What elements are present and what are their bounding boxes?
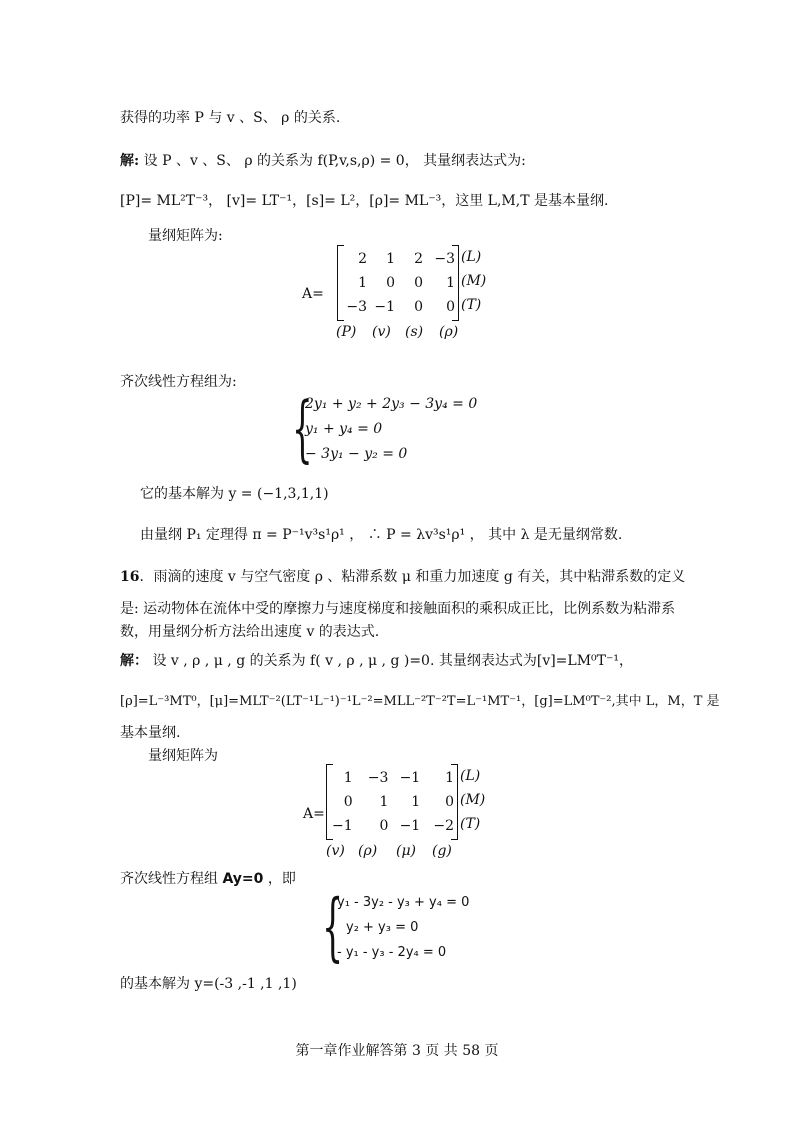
left-brace-2: {	[322, 884, 344, 970]
solution-label-2: 解：	[120, 653, 148, 669]
matrix-1-intro: 量纲矩阵为:	[148, 228, 223, 244]
solution-1-statement	[120, 150, 526, 170]
col-label-rho-2: (ρ)	[358, 843, 378, 859]
col-label-s: (s)	[405, 324, 424, 340]
page-footer: 第一章作业解答第 3 页 共 58 页	[295, 1043, 499, 1059]
system-2-intro: 齐次线性方程组 Ay=0 ，即	[120, 871, 296, 887]
solution-2-statement	[120, 650, 633, 670]
matrix-1: 2 1 2 −3 1 0 0 1 −3 −1 0 0	[337, 245, 459, 321]
dimension-expressions-2-end: 基本量纲.	[120, 725, 181, 741]
basic-solution-1: 它的基本解为 y = (−1,3,1,1)	[140, 486, 329, 502]
col-label-g-2: (g)	[432, 843, 452, 859]
matrix-2: 1 −3 −1 1 0 1 1 0 −1 0 −1 −2	[326, 764, 458, 840]
dimension-expressions-1: [P]= ML²T⁻³， [v]= LT⁻¹，[s]= L²，[ρ]= ML⁻³，这里 L,M,T 是基本量纲.	[120, 193, 609, 209]
pi-theorem-result: 由量纲 P₁ 定理得 π = P⁻¹v³s¹ρ¹ ， ∴ P = λv³s¹ρ¹ ， 其中 λ 是无量纲常数.	[140, 527, 623, 543]
col-label-v: (v)	[372, 324, 391, 340]
col-label-P: (P)	[336, 324, 357, 340]
matrix-1-name: A=	[302, 286, 324, 302]
row-label-L-2: (L)	[460, 768, 481, 784]
row-label-T: (T)	[461, 297, 482, 313]
col-label-rho: (ρ)	[439, 324, 459, 340]
row-label-M-2: (M)	[460, 792, 486, 808]
question-16-line-3: 数，用量纲分析方法给出速度 v 的表达式.	[120, 624, 380, 640]
left-brace: {	[292, 386, 313, 470]
solution-label: 解:	[120, 153, 140, 169]
basic-solution-2: 的基本解为 y=(-3 ,-1 ,1 ,1)	[120, 976, 297, 992]
row-label-T-2: (T)	[460, 816, 481, 832]
equation-2: y₁ + y₄ = 0	[305, 421, 383, 437]
dimension-expressions-2: [ρ]=L⁻³MT⁰，[μ]=MLT⁻²(LT⁻¹L⁻¹)⁻¹L⁻²=MLL⁻²T⁻²T=L⁻¹MT⁻¹，[g]=LM⁰T⁻²,其中 L，M，T 是	[120, 694, 720, 709]
question-16-line-2: 是: 运动物体在流体中受的摩擦力与速度梯度和接触面积的乘积成正比，比例系数为粘滞系	[120, 601, 676, 617]
solution-text: 设 P 、v 、S、 ρ 的关系为 f(P,v,s,ρ) = 0， 其量纲表达式为:	[143, 153, 526, 169]
equation-2-2: y₂ + y₃ = 0	[346, 920, 419, 935]
row-label-L: (L)	[461, 249, 482, 265]
question-number: 16	[120, 569, 140, 585]
text-line-power: 获得的功率 P 与 v 、S、 ρ 的关系.	[120, 110, 341, 126]
equation-2-3: - y₁ - y₃ - 2y₄ = 0	[337, 945, 447, 960]
equation-1: 2y₁ + y₂ + 2y₃ − 3y₄ = 0	[305, 396, 478, 412]
col-label-v-2: (v)	[326, 843, 345, 859]
solution-2-text: 设 v , ρ , μ , g 的关系为 f( v , ρ , μ , g )=0. 其量纲表达式为[v]=LM⁰T⁻¹，	[152, 653, 633, 669]
col-label-mu-2: (μ)	[396, 843, 417, 859]
system-1-intro: 齐次线性方程组为:	[120, 374, 237, 390]
row-label-M: (M)	[461, 273, 487, 289]
matrix-2-intro: 量纲矩阵为	[148, 748, 218, 764]
question-16-line-1: 16．雨滴的速度 v 与空气密度 ρ 、粘滞系数 μ 和重力加速度 g 有关，其中粘滞系数的定义	[120, 569, 686, 585]
equation-2-1: y₁ - 3y₂ - y₃ + y₄ = 0	[337, 895, 470, 910]
equation-3: − 3y₁ − y₂ = 0	[305, 446, 408, 462]
matrix-2-name: A=	[303, 806, 325, 822]
